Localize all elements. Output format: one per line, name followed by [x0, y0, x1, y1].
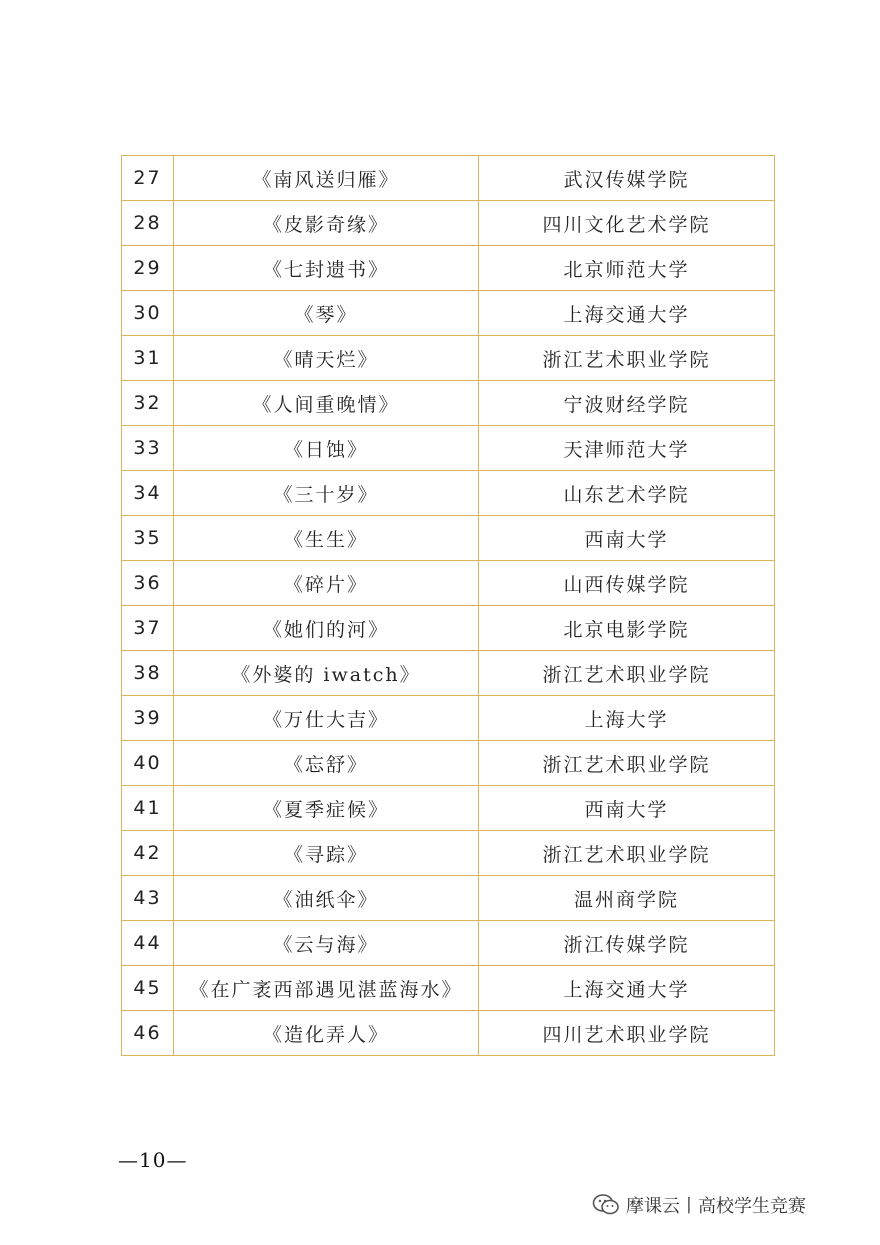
- watermark-text: 摩课云丨高校学生竞赛: [626, 1196, 806, 1217]
- work-title: 《南风送归雁》: [174, 156, 479, 201]
- row-number: 28: [122, 201, 174, 246]
- row-number: 27: [122, 156, 174, 201]
- row-number: 45: [122, 966, 174, 1011]
- work-title: 《皮影奇缘》: [174, 201, 479, 246]
- school-name: 四川艺术职业学院: [479, 1011, 775, 1056]
- school-name: 上海交通大学: [479, 291, 775, 336]
- watermark: [592, 1192, 806, 1218]
- work-title: 《三十岁》: [174, 471, 479, 516]
- work-title: 《夏季症候》: [174, 786, 479, 831]
- work-title: 《日蚀》: [174, 426, 479, 471]
- school-name: 西南大学: [479, 786, 775, 831]
- school-name: 浙江艺术职业学院: [479, 741, 775, 786]
- school-name: 浙江艺术职业学院: [479, 336, 775, 381]
- table-row: [122, 381, 775, 426]
- work-title: 《生生》: [174, 516, 479, 561]
- work-title: 《晴天烂》: [174, 336, 479, 381]
- school-name: 上海交通大学: [479, 966, 775, 1011]
- row-number: 30: [122, 291, 174, 336]
- row-number: 33: [122, 426, 174, 471]
- work-title: 《造化弄人》: [174, 1011, 479, 1056]
- table-row: [122, 831, 775, 876]
- page-number: —10—: [118, 1148, 188, 1172]
- row-number: 34: [122, 471, 174, 516]
- school-name: 山西传媒学院: [479, 561, 775, 606]
- table-row: [122, 156, 775, 201]
- school-name: 浙江艺术职业学院: [479, 831, 775, 876]
- work-title: 《忘舒》: [174, 741, 479, 786]
- school-name: 武汉传媒学院: [479, 156, 775, 201]
- work-title: 《外婆的 iwatch》: [174, 651, 479, 696]
- work-title: 《在广袤西部遇见湛蓝海水》: [174, 966, 479, 1011]
- row-number: 39: [122, 696, 174, 741]
- school-name: 西南大学: [479, 516, 775, 561]
- table-row: [122, 606, 775, 651]
- work-title: 《人间重晚情》: [174, 381, 479, 426]
- row-number: 36: [122, 561, 174, 606]
- wechat-icon: [592, 1193, 620, 1217]
- school-name: 北京电影学院: [479, 606, 775, 651]
- table-row: [122, 966, 775, 1011]
- work-title: 《七封遗书》: [174, 246, 479, 291]
- work-title: 《她们的河》: [174, 606, 479, 651]
- work-title: 《琴》: [174, 291, 479, 336]
- table-row: [122, 246, 775, 291]
- table-row: [122, 921, 775, 966]
- row-number: 40: [122, 741, 174, 786]
- work-title: 《寻踪》: [174, 831, 479, 876]
- school-name: 浙江传媒学院: [479, 921, 775, 966]
- table-row: [122, 651, 775, 696]
- school-name: 温州商学院: [479, 876, 775, 921]
- school-name: 上海大学: [479, 696, 775, 741]
- row-number: 44: [122, 921, 174, 966]
- table-row: [122, 426, 775, 471]
- school-name: 天津师范大学: [479, 426, 775, 471]
- table-row: [122, 291, 775, 336]
- row-number: 32: [122, 381, 174, 426]
- table-row: [122, 336, 775, 381]
- row-number: 46: [122, 1011, 174, 1056]
- work-title: 《油纸伞》: [174, 876, 479, 921]
- table-row: [122, 561, 775, 606]
- row-number: 43: [122, 876, 174, 921]
- row-number: 35: [122, 516, 174, 561]
- table-row: [122, 876, 775, 921]
- work-title: 《万仕大吉》: [174, 696, 479, 741]
- table-row: [122, 201, 775, 246]
- award-list-table-container: [121, 155, 774, 1056]
- school-name: 浙江艺术职业学院: [479, 651, 775, 696]
- row-number: 29: [122, 246, 174, 291]
- school-name: 山东艺术学院: [479, 471, 775, 516]
- table-body: [122, 156, 775, 1056]
- work-title: 《云与海》: [174, 921, 479, 966]
- work-title: 《碎片》: [174, 561, 479, 606]
- table-row: [122, 516, 775, 561]
- table-row: [122, 786, 775, 831]
- row-number: 42: [122, 831, 174, 876]
- school-name: 宁波财经学院: [479, 381, 775, 426]
- school-name: 北京师范大学: [479, 246, 775, 291]
- table-row: [122, 741, 775, 786]
- award-list-table: [121, 155, 775, 1056]
- row-number: 31: [122, 336, 174, 381]
- table-row: [122, 471, 775, 516]
- table-row: [122, 696, 775, 741]
- school-name: 四川文化艺术学院: [479, 201, 775, 246]
- table-row: [122, 1011, 775, 1056]
- row-number: 37: [122, 606, 174, 651]
- row-number: 41: [122, 786, 174, 831]
- row-number: 38: [122, 651, 174, 696]
